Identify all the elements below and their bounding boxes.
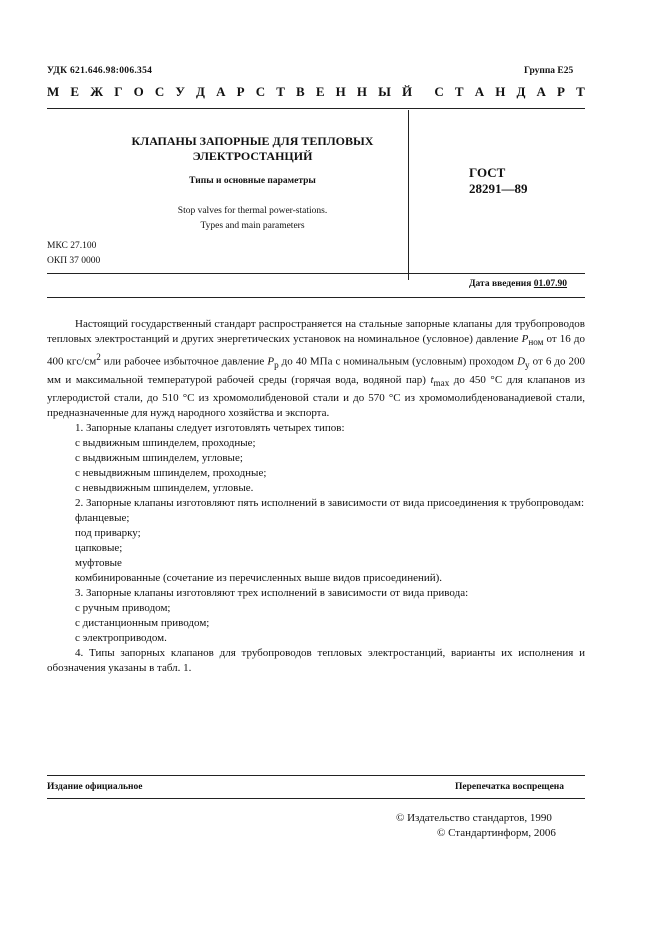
gost-number: 28291—89	[469, 181, 528, 196]
list-item: с выдвижным шпинделем, угловые;	[75, 452, 243, 465]
title-block-rule	[47, 273, 585, 274]
banner-letter: С	[255, 84, 266, 99]
banner-letter: Г	[114, 84, 123, 99]
banner-letter: Д	[516, 84, 526, 99]
list-item: с невыдвижным шпинделем, проходные;	[75, 467, 267, 480]
banner-letter: Е	[315, 84, 325, 99]
banner-letter: Е	[70, 84, 80, 99]
symbol-d: D	[517, 355, 526, 368]
symbol-p: P	[521, 333, 529, 345]
banner-letter: Н	[495, 84, 506, 99]
banner-letter: Й	[402, 84, 413, 99]
banner-letter: В	[296, 84, 305, 99]
banner-letter: М	[47, 84, 60, 99]
intro-text: до 450 °С для клапанов из углеродистой стали, до 510 °С из хромомолибденовой стали и до 570 °С из хромомолибденованадиевой стали, предназначенные для нужд народного хозяйства и экспорта.	[47, 374, 585, 420]
english-title-line-2: Types and main parameters	[200, 221, 305, 231]
gost-label: ГОСТ	[469, 165, 506, 180]
banner-letter: А	[536, 84, 546, 99]
symbol-t: t	[430, 374, 434, 387]
intro-text: Настоящий государственный стандарт распространяется на стальные запорные клапаны для трубопроводов тепловых электростанций и других энергетических установок на номинальное (условное) давление	[47, 318, 585, 345]
clause-2: 2. Запорные клапаны изготовляют пять исполнений в зависимости от вида присоединения к трубопроводам:	[75, 497, 585, 510]
banner-letter: О	[133, 84, 144, 99]
banner-letter: У	[175, 84, 185, 99]
list-item: комбинированные (сочетание из перечисленных выше видов присоединений).	[75, 572, 443, 585]
group-code: Группа Е25	[524, 66, 574, 76]
list-item: с дистанционным приводом;	[75, 617, 210, 630]
list-item: фланцевые;	[75, 512, 130, 525]
header-rule	[47, 108, 585, 109]
footer-bottom-rule	[47, 798, 585, 799]
copyright-standartinform: © Стандартинформ, 2006	[437, 827, 556, 839]
list-item: под приварку;	[75, 527, 141, 540]
title-divider	[408, 110, 409, 280]
document-body	[47, 317, 585, 676]
introduction-date-value: 01.07.90	[533, 279, 568, 289]
intro-text: от 6 до 200 мм и максимальной температурой рабочей среды (горячая вода, водяной пар)	[47, 355, 586, 387]
superscript-2: 2	[96, 352, 101, 363]
english-title-line-1: Stop valves for thermal power-stations.	[177, 206, 328, 216]
banner-letter: Т	[576, 84, 585, 99]
list-item: муфтовые	[75, 557, 122, 570]
banner-letter: А	[474, 84, 485, 99]
mks-code: МКС 27.100	[47, 241, 97, 251]
footer-rule	[47, 775, 585, 776]
interstate-standard-banner	[47, 84, 585, 100]
banner-letter: Т	[276, 84, 285, 99]
banner-letter: А	[216, 84, 226, 99]
subscript-max: max	[433, 378, 450, 389]
intro-text: до 40 МПа с номинальным (условным) проходом	[278, 355, 518, 368]
copyright-publisher: © Издательство стандартов, 1990	[396, 812, 552, 824]
date-rule	[47, 297, 585, 298]
intro-text: от 16 до 400 кгс/см	[47, 333, 585, 368]
banner-letter: Д	[196, 84, 205, 99]
introduction-date	[469, 279, 567, 289]
document-title: КЛАПАНЫ ЗАПОРНЫЕ ДЛЯ ТЕПЛОВЫХ ЭЛЕКТРОСТАНЦИЙ	[131, 134, 374, 163]
subscript-nom: ном	[528, 337, 544, 348]
clause-3: 3. Запорные клапаны изготовляют трех исполнений в зависимости от вида привода:	[75, 587, 469, 600]
banner-letter: С	[154, 84, 165, 99]
banner-letter: Н	[356, 84, 367, 99]
clause-4: 4. Типы запорных клапанов для трубопроводов тепловых электростанций, варианты их исполнения и обозначения указаны в табл. 1.	[47, 647, 585, 675]
list-item: с ручным приводом;	[75, 602, 171, 615]
banner-letter: Т	[454, 84, 464, 99]
subscript-y: y	[525, 360, 530, 371]
banner-letter: Ж	[90, 84, 104, 99]
symbol-p: P	[267, 355, 275, 368]
list-item: с выдвижным шпинделем, проходные;	[75, 437, 256, 450]
subscript-r: р	[274, 360, 279, 371]
banner-letter: С	[434, 84, 444, 99]
clause-1: 1. Запорные клапаны следует изготовлять четырех типов:	[75, 422, 345, 435]
udk-code: УДК 621.646.98:006.354	[47, 66, 153, 76]
banner-letter: Р	[557, 84, 565, 99]
intro-paragraph	[47, 317, 585, 421]
okp-code: ОКП 37 0000	[47, 256, 101, 266]
list-item: с электроприводом.	[75, 632, 167, 645]
official-edition-label: Издание официальное	[47, 782, 143, 792]
banner-letter: Н	[335, 84, 346, 99]
banner-letter: Ы	[378, 84, 391, 99]
english-title	[120, 204, 385, 234]
document-subtitle: Типы и основные параметры	[189, 176, 316, 186]
list-item: цапковые;	[75, 542, 123, 555]
list-item: с невыдвижным шпинделем, угловые.	[75, 482, 254, 495]
intro-text: или рабочее избыточное давление	[100, 355, 268, 368]
introduction-date-label: Дата введения	[469, 279, 532, 289]
banner-letter: Р	[236, 84, 245, 99]
reprint-prohibited-label: Перепечатка воспрещена	[455, 782, 565, 792]
